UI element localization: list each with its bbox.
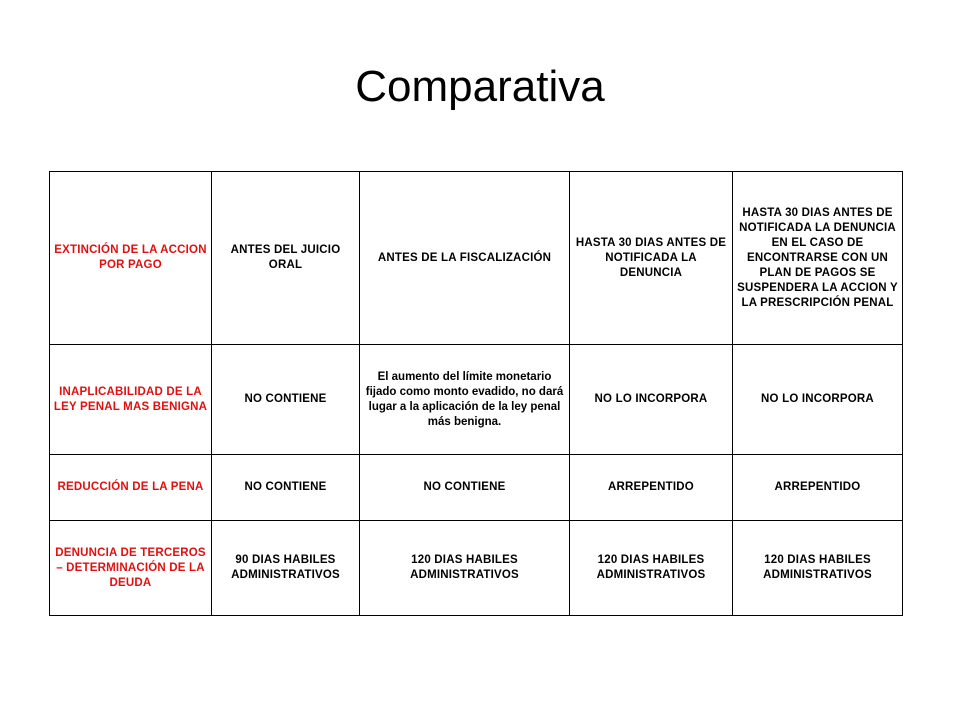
table-cell: ARREPENTIDO [733,455,903,521]
row-label-inaplicabilidad: INAPLICABILIDAD DE LA LEY PENAL MAS BENIGNA [50,345,212,455]
table-cell: NO CONTIENE [360,455,570,521]
table-cell: 120 DIAS HABILES ADMINISTRATIVOS [360,521,570,616]
table-row-extincion [50,172,903,345]
table-cell: ANTES DEL JUICIO ORAL [212,172,360,345]
table-row-inaplicabilidad [50,345,903,455]
table-cell: NO LO INCORPORA [570,345,733,455]
table-row-denuncia [50,521,903,616]
table-cell: NO CONTIENE [212,345,360,455]
table-cell: ANTES DE LA FISCALIZACIÓN [360,172,570,345]
table-row-reduccion [50,455,903,521]
slide-title: Comparativa [355,62,605,111]
table-cell: 120 DIAS HABILES ADMINISTRATIVOS [570,521,733,616]
table-cell: ARREPENTIDO [570,455,733,521]
table-cell: HASTA 30 DIAS ANTES DE NOTIFICADA LA DENUNCIA EN EL CASO DE ENCONTRARSE CON UN PLAN DE PAGOS SE SUSPENDERA LA ACCION Y LA PRESCRIPCIÓN PENAL [733,172,903,345]
row-label-extincion: EXTINCIÓN DE LA ACCION POR PAGO [50,172,212,345]
table-cell: 90 DIAS HABILES ADMINISTRATIVOS [212,521,360,616]
table-cell: NO CONTIENE [212,455,360,521]
comparison-table [49,171,903,616]
row-label-denuncia: DENUNCIA DE TERCEROS – DETERMINACIÓN DE LA DEUDA [50,521,212,616]
table-cell: NO LO INCORPORA [733,345,903,455]
table-cell: 120 DIAS HABILES ADMINISTRATIVOS [733,521,903,616]
table-cell: El aumento del límite monetario fijado como monto evadido, no dará lugar a la aplicación de la ley penal más benigna. [360,345,570,455]
table-cell: HASTA 30 DIAS ANTES DE NOTIFICADA LA DENUNCIA [570,172,733,345]
row-label-reduccion: REDUCCIÓN DE LA PENA [50,455,212,521]
